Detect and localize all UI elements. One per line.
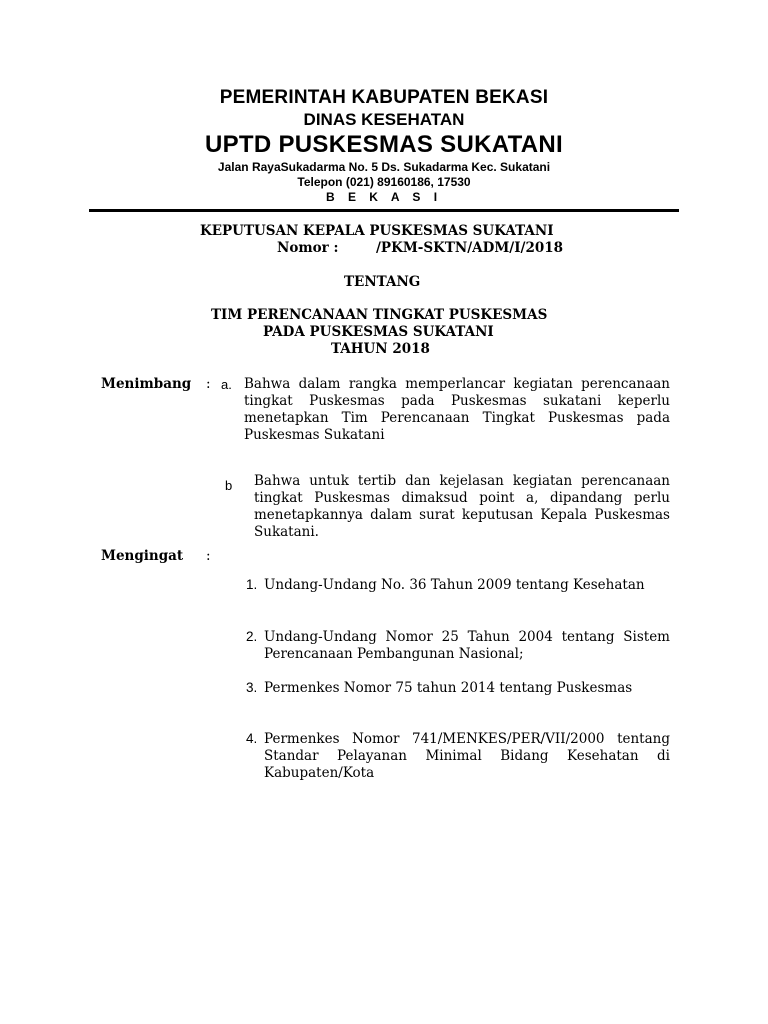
decree-about: TENTANG (344, 274, 421, 290)
header-city: B E K A S I (325, 190, 443, 204)
decree-number-value: /PKM-SKTN/ADM/I/2018 (376, 240, 564, 256)
mengingat-2-marker: 2. (246, 629, 258, 644)
mengingat-3-marker: 3. (246, 680, 258, 695)
header-institution: UPTD PUSKESMAS SUKATANI (204, 131, 564, 158)
header-government: PEMERINTAH KABUPATEN BEKASI (219, 87, 549, 108)
menimbang-b-marker: b (225, 478, 233, 493)
mengingat-4-marker: 4. (246, 731, 258, 746)
menimbang-colon: : (206, 376, 211, 392)
menimbang-b-text: Bahwa untuk tertib dan kejelasan kegiatan perencanaan tingkat Puskesmas dimaksud point a, dipandang perlu menetapkannya dalam surat keputusan Kepala Puskesmas Sukatani. (254, 473, 670, 540)
mengingat-4-text: Permenkes Nomor 741/MENKES/PER/VII/2000 tentang Standar Pelayanan Minimal Bidang Kesehatan di Kabupaten/Kota (264, 731, 670, 781)
decree-number-label: Nomor : (277, 240, 339, 256)
header-address: Jalan RayaSukadarma No. 5 Ds. Sukadarma Kec. Sukatani (217, 160, 551, 174)
menimbang-label: Menimbang (101, 376, 192, 392)
decree-title: KEPUTUSAN KEPALA PUSKESMAS SUKATANI (200, 223, 554, 239)
mengingat-colon: : (206, 548, 211, 564)
menimbang-a-text: Bahwa dalam rangka memperlancar kegiatan perencanaan tingkat Puskesmas pada Puskesmas sukatani keperlu menetapkan Tim Perencanaan Tingkat Puskesmas pada Puskesmas Sukatani (244, 376, 670, 443)
decree-subject-3: TAHUN 2018 (331, 341, 430, 357)
mengingat-1-marker: 1. (246, 577, 258, 592)
mengingat-label: Mengingat (101, 548, 184, 564)
header-divider (89, 209, 679, 212)
header-phone: Telepon (021) 89160186, 17530 (297, 175, 471, 189)
mengingat-2-text: Undang-Undang Nomor 25 Tahun 2004 tentang Sistem Perencanaan Pembangunan Nasional; (264, 629, 670, 662)
decree-subject-2: PADA PUSKESMAS SUKATANI (263, 324, 494, 340)
mengingat-1-text: Undang-Undang No. 36 Tahun 2009 tentang Kesehatan (264, 577, 645, 593)
header-agency: DINAS KESEHATAN (303, 110, 465, 129)
menimbang-a-marker: a. (221, 377, 232, 392)
decree-subject-1: TIM PERENCANAAN TINGKAT PUSKESMAS (211, 307, 548, 323)
mengingat-3-text: Permenkes Nomor 75 tahun 2014 tentang Puskesmas (264, 680, 633, 696)
